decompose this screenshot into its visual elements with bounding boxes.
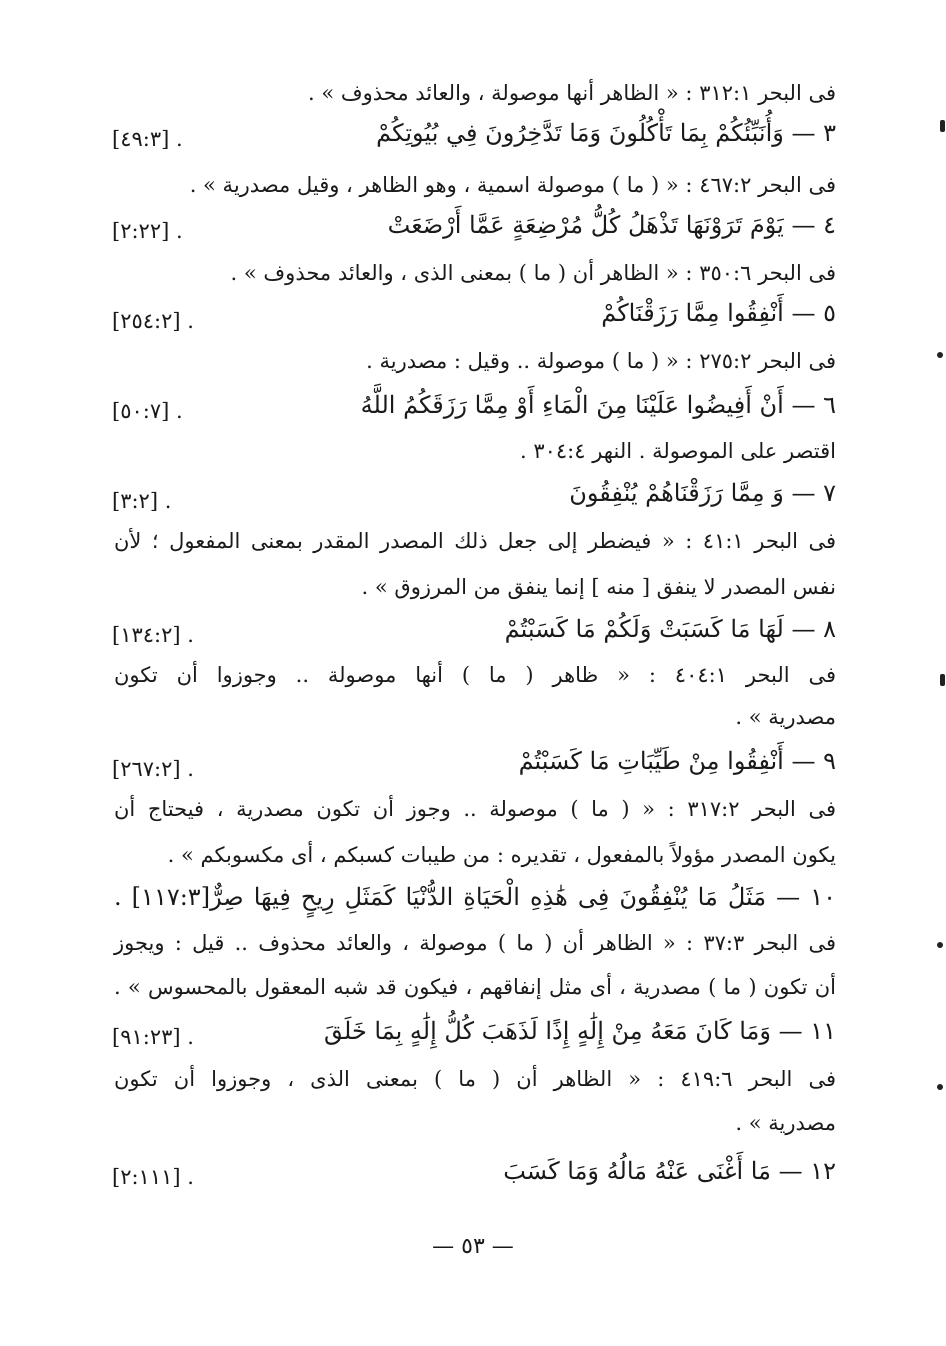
verse-reference: [٢٦٧:٢] . xyxy=(112,757,194,781)
commentary-line: اقتصر على الموصولة . النهر ٣٠٤:٤ . xyxy=(519,439,836,463)
verse-6: ٦ — أَنْ أَفِيضُوا عَلَيْنَا مِنَ الْمَاءِ أَوْ مِمَّا رَزَقَكُمُ اللَّهُ xyxy=(360,391,836,419)
scan-edge-mark xyxy=(937,1084,943,1090)
verse-9: ٩ — أَنْفِقُوا مِنْ طَيِّبَاتِ مَا كَسَبْتُمْ xyxy=(518,747,836,775)
commentary-line: فى البحر ٢٧٥:٢ : « ( ما ) موصولة .. وقيل : مصدرية . xyxy=(366,349,836,373)
commentary-line: فى البحر ٤١:١ : « فيضطر إلى جعل ذلك المصدر المقدر بمعنى المفعول ؛ لأن xyxy=(114,529,836,553)
scan-edge-mark xyxy=(937,942,943,948)
verse-7: ٧ — وَ مِمَّا رَزَقْنَاهُمْ يُنْفِقُونَ xyxy=(569,479,836,507)
verse-reference: [٩١:٢٣] . xyxy=(112,1025,194,1049)
commentary-line: يكون المصدر مؤولاً بالمفعول ، تقديره : من طيبات كسبكم ، أى مكسوبكم » . xyxy=(167,843,836,867)
commentary-line: نفس المصدر لا ينفق [ منه ] إنما ينفق من المرزوق » . xyxy=(361,575,836,599)
verse-4: ٤ — يَوْمَ تَرَوْنَهَا تَذْهَلُ كُلُّ مُرْضِعَةٍ عَمَّا أَرْضَعَتْ xyxy=(387,211,836,239)
verse-5: ٥ — أَنْفِقُوا مِمَّا رَزَقْنَاكُمْ xyxy=(601,299,836,327)
commentary-line: فى البحر ٣٥٠:٦ : « الظاهر أن ( ما ) بمعنى الذى ، والعائد محذوف » . xyxy=(230,261,836,285)
verse-11: ١١ — وَمَا كَانَ مَعَهُ مِنْ إِلَٰهٍ إِذًا لَذَهَبَ كُلُّ إِلَٰهٍ بِمَا خَلَقَ xyxy=(324,1017,836,1045)
commentary-line: مصدرية » . xyxy=(735,1111,836,1135)
scan-edge-mark xyxy=(940,120,945,132)
verse-3: ٣ — وَأُنَبِّئُكُمْ بِمَا تَأْكُلُونَ وَمَا تَدَّخِرُونَ فِي بُيُوتِكُمْ xyxy=(376,119,836,147)
commentary-line: فى البحر ٤٠٤:١ : « ظاهر ( ما ) أنها موصولة .. وجوزوا أن تكون xyxy=(114,663,836,687)
verse-reference: [٣:٢] . xyxy=(112,489,172,513)
verse-reference: [٤٩:٣] . xyxy=(112,127,183,151)
verse-reference: [٢٥٤:٢] . xyxy=(112,309,194,333)
commentary-line: فى البحر ٣٧:٣ : « الظاهر أن ( ما ) موصولة ، والعائد محذوف .. قيل : ويجوز xyxy=(114,931,836,955)
verse-reference: [٥٠:٧] . xyxy=(112,399,183,423)
verse-reference: [٢:٢٢] . xyxy=(112,219,183,243)
commentary-line: فى البحر ٣١٢:١ : « الظاهر أنها موصولة ، والعائد محذوف » . xyxy=(307,81,836,105)
verse-reference: [٢:١١١] . xyxy=(112,1165,194,1189)
commentary-line: فى البحر ٤١٩:٦ : « الظاهر أن ( ما ) بمعنى الذى ، وجوزوا أن تكون xyxy=(114,1067,836,1091)
commentary-line: فى البحر ٤٦٧:٢ : « ( ما ) موصولة اسمية ، وهو الظاهر ، وقيل مصدرية » . xyxy=(189,173,836,197)
verse-reference: [١٣٤:٢] . xyxy=(112,623,194,647)
commentary-line: أن تكون ( ما ) مصدرية ، أى مثل إنفاقهم ، فيكون قد شبه المعقول بالمحسوس » . xyxy=(114,975,836,999)
scan-edge-mark xyxy=(937,352,943,358)
verse-10: ١٠ — مَثَلُ مَا يُنْفِقُونَ فِى هَٰذِهِ الْحَيَاةِ الدُّنْيَا كَمَثَلِ رِيحٍ فِيهَا صِرٌّ[١١٧:٣] . xyxy=(114,883,836,911)
scan-edge-mark xyxy=(940,674,945,686)
verse-12: ١٢ — مَا أَغْنَى عَنْهُ مَالُهُ وَمَا كَسَبَ xyxy=(503,1157,836,1185)
page-number: — ٥٣ — xyxy=(432,1234,514,1259)
verse-8: ٨ — لَهَا مَا كَسَبَتْ وَلَكُمْ مَا كَسَبْتُمْ xyxy=(504,615,836,643)
commentary-line: مصدرية » . xyxy=(735,705,836,729)
commentary-line: فى البحر ٣١٧:٢ : « ( ما ) موصولة .. وجوز أن تكون مصدرية ، فيحتاج أن xyxy=(114,797,837,821)
